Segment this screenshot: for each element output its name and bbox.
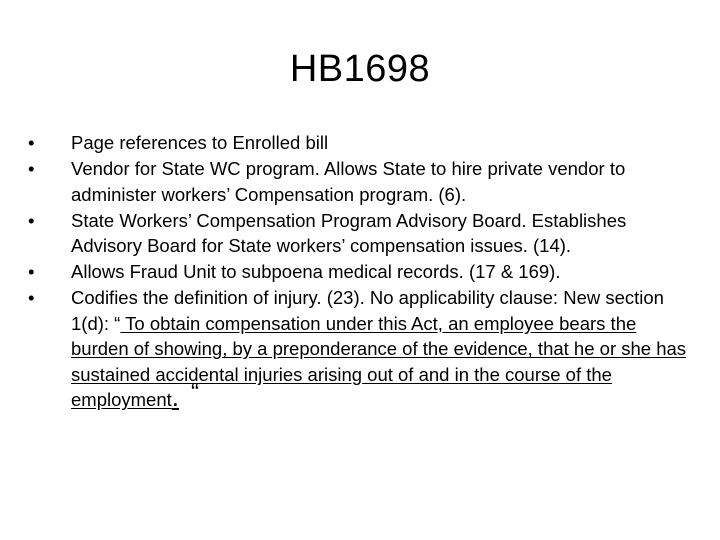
bullet-item-page-references xyxy=(28,130,688,156)
bullet-item-fraud-unit xyxy=(28,259,688,285)
bullet-text: Vendor for State WC program. Allows State to hire private vendor to administer workers’ Compensation program. (6). xyxy=(71,158,626,205)
quoted-statute-text: To obtain compensation under this Act, an employee bears the burden of showing, by a preponderance of the evidence, that he or she has sustained accidental injuries arising out of and in the course of the employment xyxy=(71,312,687,410)
quoted-statute-period: . xyxy=(171,382,179,412)
bullet-dot-icon: • xyxy=(28,132,35,153)
bullet-dot-icon: • xyxy=(28,287,35,308)
bullet-dot-icon: • xyxy=(28,261,35,282)
slide-title: HB1698 xyxy=(289,48,431,90)
bullet-list xyxy=(28,130,688,413)
bullet-text: Codifies the definition of injury. (23). No applicability clause: New section 1(d): “ xyxy=(71,287,664,334)
bullet-item-vendor xyxy=(28,156,688,207)
bullet-dot-icon: • xyxy=(28,209,35,231)
bullet-item-advisory-board xyxy=(28,208,688,259)
bullet-text: Page references to Enrolled bill xyxy=(71,132,329,153)
bullet-item-definition-of-injury xyxy=(28,285,688,413)
bullet-text: State Workers’ Compensation Program Advisory Board. Establishes Advisory Board for State workers’ compensation issues. (14). xyxy=(71,209,627,256)
bullet-text: Allows Fraud Unit to subpoena medical records. (17 & 169). xyxy=(71,261,561,282)
bullet-dot-icon: • xyxy=(28,158,35,179)
closing-quote-mark: “ xyxy=(191,379,199,406)
